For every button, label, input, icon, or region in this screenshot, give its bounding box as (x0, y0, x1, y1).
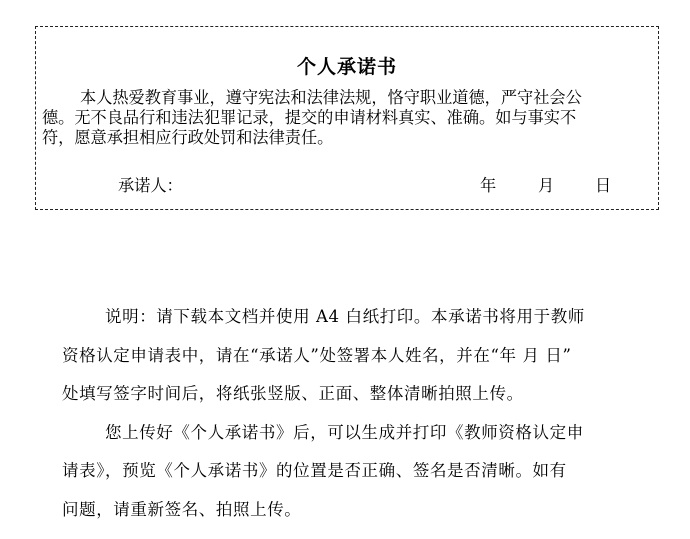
pledge-text-line-2: 德。无不良品行和违法犯罪记录，提交的申请材料真实、准确。如与事实不 (42, 108, 577, 127)
instruction-line-5: 请表》，预览《个人承诺书》的位置是否正确、签名是否清晰。如有 (62, 461, 567, 480)
instruction-line-2: 资格认定申请表中，请在“承诺人”处签署本人姓名，并在“年 月 日” (62, 346, 572, 365)
instruction-line-3: 处填写签字时间后，将纸张竖版、正面、整体清晰拍照上传。 (62, 384, 524, 403)
pledge-text-line-3: 符，愿意承担相应行政处罚和法律责任。 (42, 128, 334, 147)
date-month-label: 月 (538, 176, 555, 195)
instruction-line-1: 说明：请下载本文档并使用 A4 白纸打印。本承诺书将用于教师 (105, 307, 585, 326)
instruction-line-6: 问题，请重新签名、拍照上传。 (62, 500, 302, 519)
instruction-line-4: 您上传好《个人承诺书》后，可以生成并打印《教师资格认定申 (105, 423, 584, 442)
date-day-label: 日 (595, 176, 612, 195)
pledge-title: 个人承诺书 (296, 56, 397, 78)
signer-label: 承诺人： (118, 176, 183, 195)
pledge-text-line-1: 本人热爱教育事业，遵守宪法和法律法规，恪守职业道德，严守社会公 (80, 88, 582, 107)
date-year-label: 年 (480, 176, 497, 195)
pledge-box (35, 26, 659, 210)
